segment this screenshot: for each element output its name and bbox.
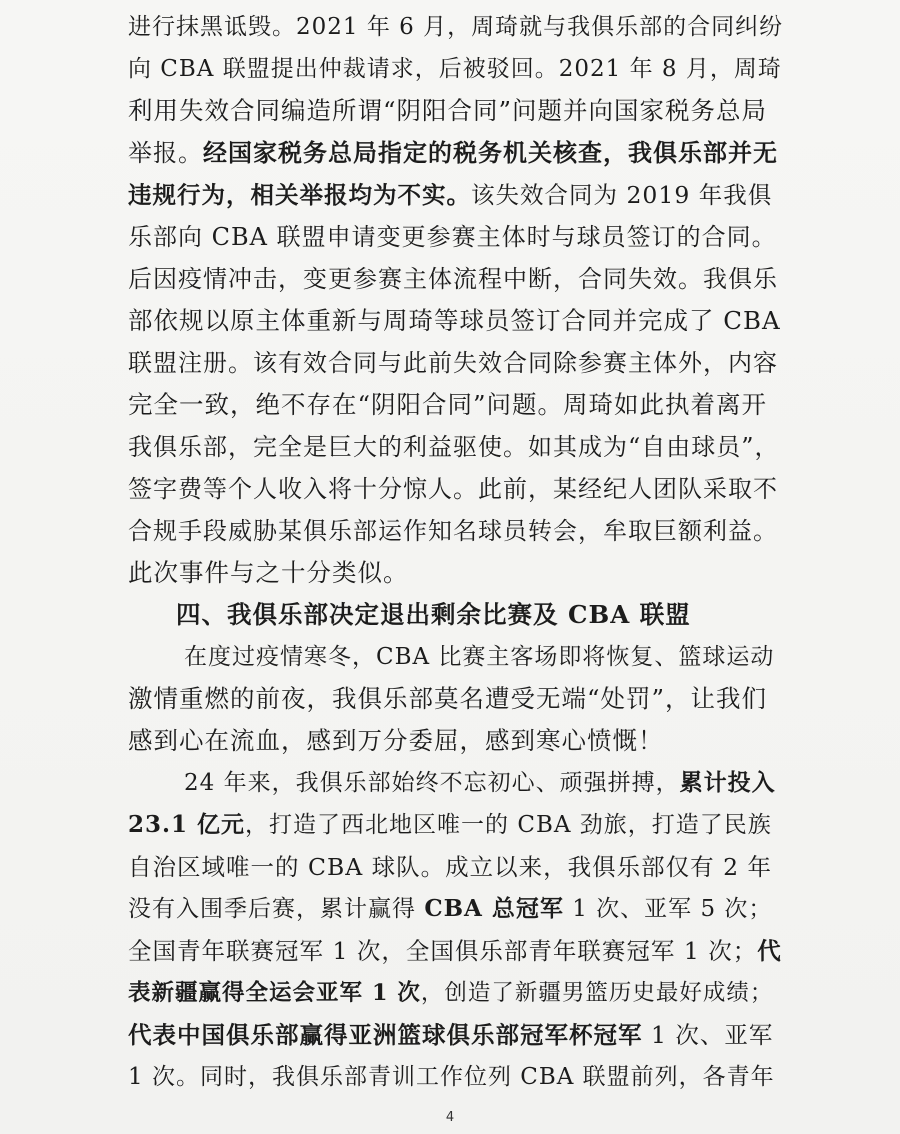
bold-text-segment: 23.1 亿元 [128,811,246,838]
text-segment: 合规手段威胁某俱乐部运作知名球员转会，牟取巨额利益。 [128,517,778,545]
text-line [128,468,784,510]
text-line [128,1014,784,1056]
text-line [128,762,784,804]
text-segment: 在度过疫情寒冬，CBA 比赛主客场即将恢复、篮球运动 [184,644,775,670]
text-segment: 联盟注册。该有效合同与此前失效合同除参赛主体外，内容 [128,349,778,377]
text-segment: 完全一致，绝不存在“阴阳合同”问题。周琦如此执着离开 [128,390,768,419]
text-line [128,216,784,258]
text-line [128,636,784,678]
bold-text-segment: 代表中国俱乐部赢得亚洲篮球俱乐部冠军杯冠军 [128,1021,643,1049]
text-segment: 向 CBA 联盟提出仲裁请求，后被驳回。2021 年 8 月，周琦 [128,56,782,82]
text-line [128,720,784,762]
text-line [128,930,784,972]
text-line [128,48,784,90]
text-segment: 部依规以原主体重新与周琦等球员签订合同并完成了 CBA [128,306,781,335]
text-segment: ，创造了新疆男篮历史最好成绩； [420,980,774,1006]
text-segment: 激情重燃的前夜，我俱乐部莫名遭受无端“处罚”，让我们 [128,684,768,713]
text-line [128,552,784,594]
text-line [128,1056,784,1098]
bold-text-segment: 累计投入 [679,769,776,796]
text-segment: 全国青年联赛冠军 1 次，全国俱乐部青年联赛冠军 1 次； [128,937,758,965]
text-segment: 没有入围季后赛，累计赢得 [128,896,425,922]
text-segment: 乐部向 CBA 联盟申请变更参赛主体时与球员签订的合同。 [128,223,777,251]
bold-text-segment: 四、我俱乐部决定退出剩余比赛及 CBA 联盟 [176,600,691,629]
document-body [128,6,784,1098]
text-segment: 1 次。同时，我俱乐部青训工作位列 CBA 联盟前列，各青年 [128,1064,775,1090]
text-segment: 感到心在流血，感到万分委屈，感到寒心愤慨！ [128,726,664,755]
text-line [128,300,784,342]
bold-text-segment: 表新疆赢得全运会亚军 1 次 [128,980,421,1006]
text-line [128,972,784,1014]
text-segment: 利用失效合同编造所谓“阴阳合同”问题并向国家税务总局 [128,96,768,125]
text-segment: 该失效合同为 2019 年我俱 [471,181,773,209]
text-segment: 我俱乐部，完全是巨大的利益驱使。如其成为“自由球员”， [128,433,780,461]
text-line [128,132,784,174]
text-line [128,342,784,384]
text-line [128,6,784,48]
text-line [128,846,784,888]
text-line [128,384,784,426]
text-line [128,888,784,930]
text-line [128,678,784,720]
text-segment: 24 年来，我俱乐部始终不忘初心、顽强拼搏， [184,770,680,796]
text-segment: 举报。 [128,139,203,167]
bold-text-segment: 代 [757,937,782,965]
text-segment: ，打造了西北地区唯一的 CBA 劲旅，打造了民族 [245,812,772,838]
text-segment: 后因疫情冲击，变更参赛主体流程中断，合同失效。我俱乐 [128,265,778,293]
text-line [128,258,784,300]
text-line [128,510,784,552]
text-line [128,804,784,846]
bold-text-segment: 违规行为，相关举报均为不实。 [128,181,471,209]
text-line [128,426,784,468]
text-line [128,90,784,132]
text-segment: 进行抹黑诋毁。2021 年 6 月，周琦就与我俱乐部的合同纠纷 [128,14,784,40]
text-segment: 签字费等个人收入将十分惊人。此前，某经纪人团队采取不 [128,475,778,503]
text-segment: 此次事件与之十分类似。 [128,558,409,587]
page-number: 4 [445,1110,455,1125]
text-line [128,174,784,216]
text-segment: 1 次、亚军 [642,1021,774,1049]
text-segment: 1 次、亚军 5 次； [563,896,773,922]
section-heading [128,594,784,636]
bold-text-segment: CBA 总冠军 [424,895,564,922]
bold-text-segment: 经国家税务总局指定的税务机关核查，我俱乐部并无 [203,138,778,167]
text-segment: 自治区域唯一的 CBA 球队。成立以来，我俱乐部仅有 2 年 [128,853,773,881]
